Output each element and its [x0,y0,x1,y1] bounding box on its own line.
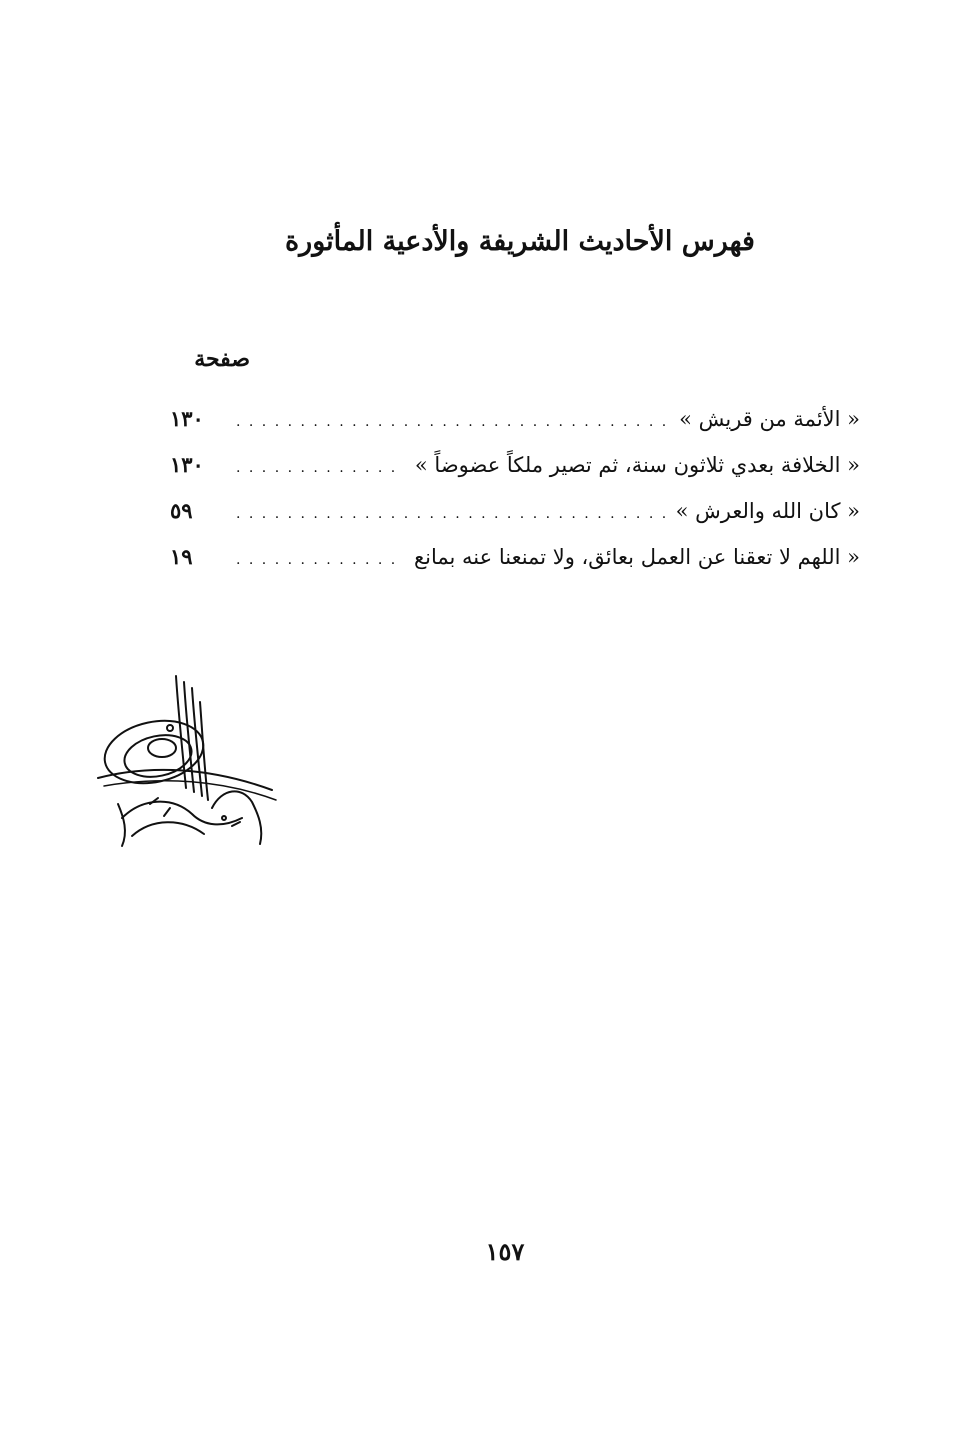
entry-text: « الأئمة من قريش » [679,407,860,431]
calligraphic-signature-seal [92,668,282,858]
entry-page-number: ١٣٠ [170,452,204,477]
entry-page-number: ٥٩ [170,498,193,523]
dot-leader [236,537,404,583]
entry-page-number: ١٣٠ [170,406,204,431]
list-item [170,442,860,488]
entry-page-number: ١٩ [170,544,193,569]
dot-leader [236,445,405,491]
list-item [170,534,860,580]
entry-text: « كان الله والعرش » [675,499,860,523]
list-item [170,396,860,442]
page-number: ١٥٧ [485,1237,525,1266]
entry-text: « اللهم لا تعقنا عن العمل بعائق، ولا تمنعنا عنه بمانع [413,545,860,569]
hadith-index-list [170,396,860,580]
dot-leader [236,491,666,537]
dot-leader [236,399,669,445]
page-title: فهرس الأحاديث الشريفة والأدعية المأثورة [285,226,755,257]
list-item [170,488,860,534]
entry-text: « الخلافة بعدي ثلاثون سنة، ثم تصير ملكاً عضوضاً » [414,453,860,477]
page-column-header: صفحة [194,346,250,372]
